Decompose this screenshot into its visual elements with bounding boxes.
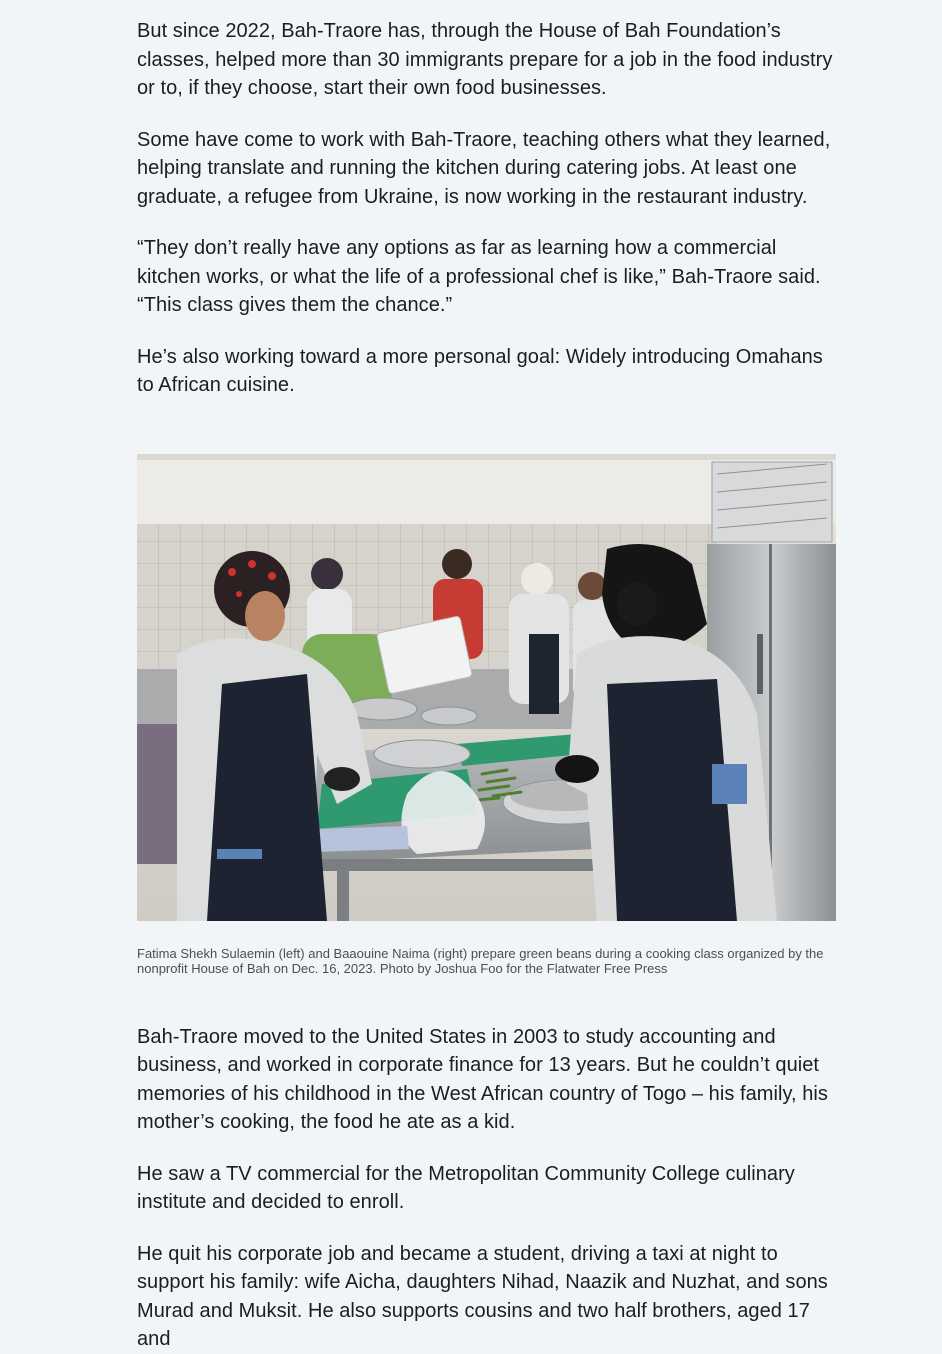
article-photo — [137, 454, 836, 921]
paragraph: He saw a TV commercial for the Metropolitan Community College culinary institute and decided to enroll. — [137, 1162, 795, 1213]
paragraph: “They don’t really have any options as far as learning how a commercial kitchen works, or what the life of a professional chef is like,” Bah-Traore said. “This class gives them the chance.” — [137, 237, 821, 316]
photo-caption: Fatima Shekh Sulaemin (left) and Baaouine Naima (right) prepare green beans during a cooking class organized by the nonprofit House of Bah on Dec. 16, 2023. Photo by Joshua Foo for the Flatwater Free Press — [137, 945, 824, 976]
paragraph: He quit his corporate job and became a student, driving a taxi at night to support his family: wife Aicha, daughters Nihad, Naazik and Nuzhat, and sons Murad and Muksit. He also supports cousins and two half brothers, aged 17 and — [137, 1242, 828, 1350]
article-figure — [137, 454, 836, 976]
article-body — [137, 0, 837, 1354]
paragraph: Bah-Traore moved to the United States in 2003 to study accounting and business, and worked in corporate finance for 13 years. But he couldn’t quiet memories of his childhood in the West African country of Togo – his family, his mother’s cooking, the food he ate as a kid. — [137, 1025, 828, 1133]
paragraph: But since 2022, Bah-Traore has, through the House of Bah Foundation’s classes, helped more than 30 immigrants prepare for a job in the food industry or to, if they choose, start their own food businesses. — [137, 20, 833, 99]
paragraph: Some have come to work with Bah-Traore, teaching others what they learned, helping translate and running the kitchen during catering jobs. At least one graduate, a refugee from Ukraine, is now working in the restaurant industry. — [137, 128, 831, 208]
paragraph: He’s also working toward a more personal goal: Widely introducing Omahans to African cuisine. — [137, 345, 823, 396]
